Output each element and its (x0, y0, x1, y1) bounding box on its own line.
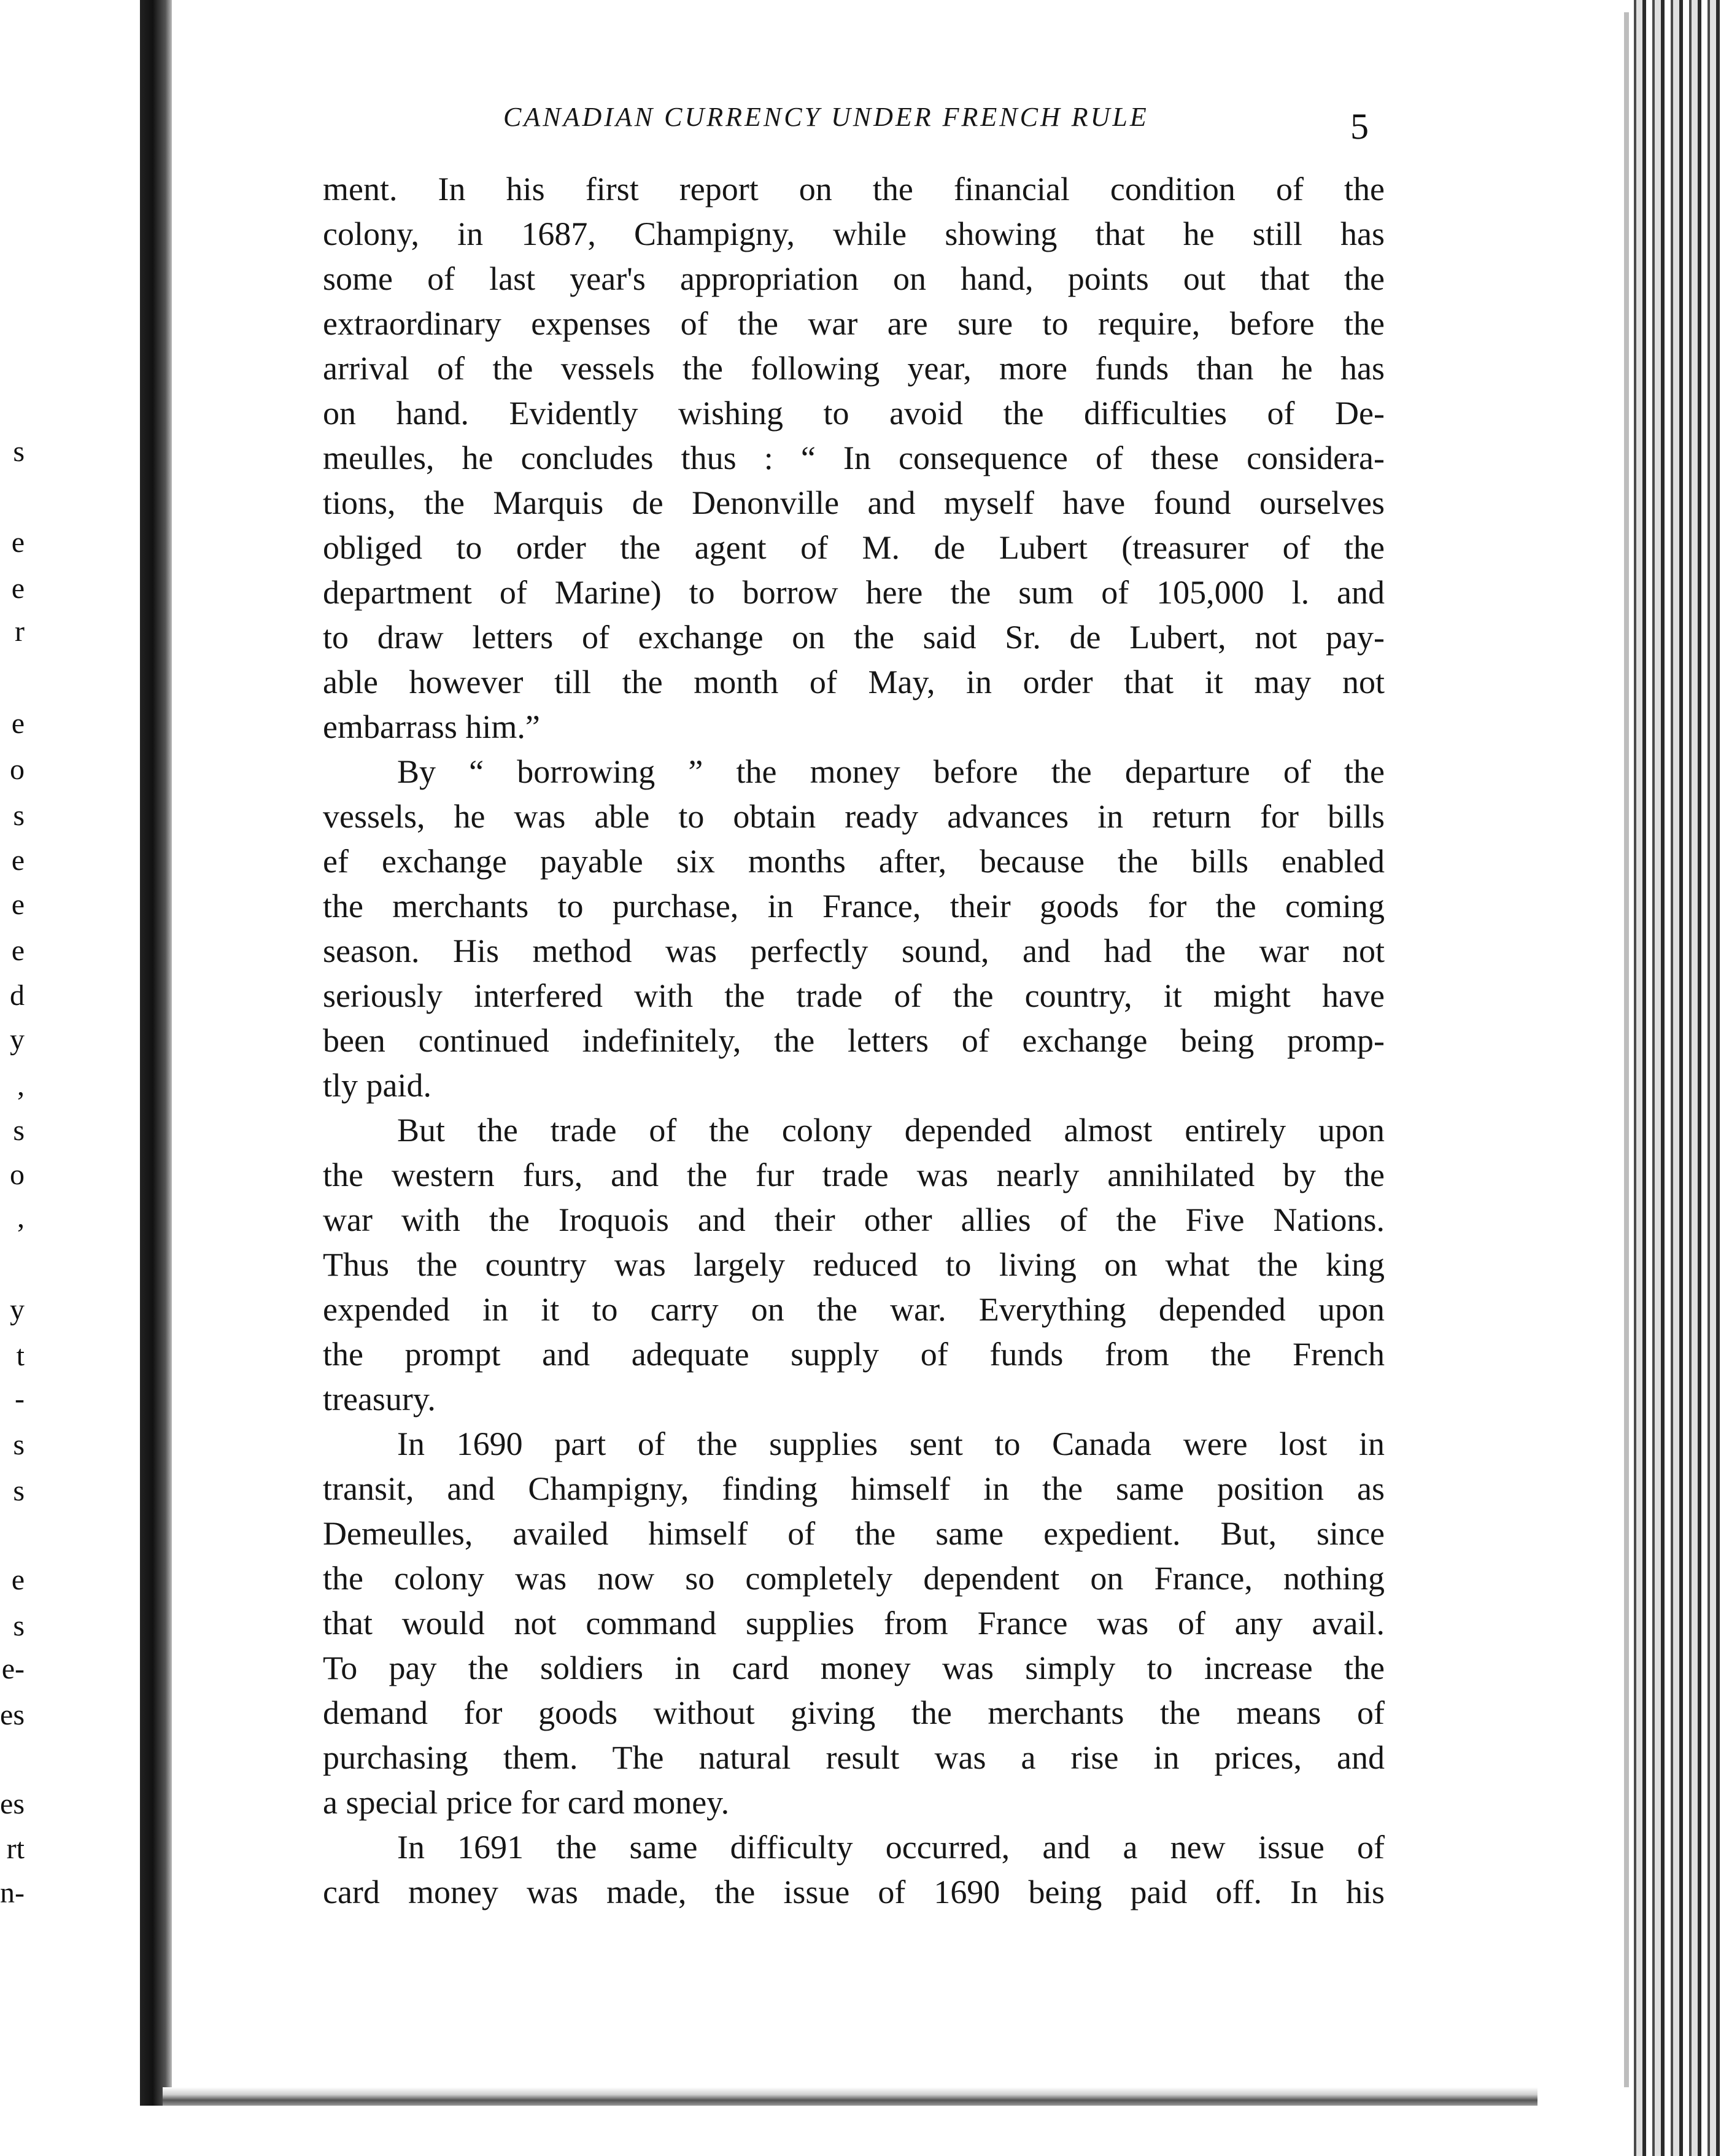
text-line: to draw letters of exchange on the said Sr. de Lubert, not pay- (323, 619, 1385, 656)
text-line: expended in it to carry on the war. Everything depended upon (323, 1291, 1385, 1328)
text-line: ef exchange payable six months after, because the bills enabled (323, 843, 1385, 880)
text-line: Thus the country was largely reduced to living on what the king (323, 1246, 1385, 1283)
text-line: tions, the Marquis de Denonville and myself have found ourselves (323, 484, 1385, 521)
text-line: that would not command supplies from France was of any avail. (323, 1605, 1385, 1642)
text-line: the merchants to purchase, in France, their goods for the coming (323, 888, 1385, 925)
text-line: the western furs, and the fur trade was nearly annihilated by the (323, 1157, 1385, 1193)
text-line: obliged to order the agent of M. de Lubert (treasurer of the (323, 529, 1385, 566)
left-letter: , (17, 1201, 25, 1234)
text-line: ment. In his first report on the financial condition of the (323, 171, 1385, 207)
text-line: department of Marine) to borrow here the sum of 105,000 l. and (323, 574, 1385, 611)
left-letter: e (11, 526, 25, 559)
paragraph-start-line: In 1690 part of the supplies sent to Canada were lost in (397, 1425, 1385, 1462)
page-number: 5 (1350, 106, 1369, 147)
text-line: treasury. (323, 1381, 436, 1417)
text-line: card money was made, the issue of 1690 being paid off. In his (323, 1874, 1385, 1910)
text-line: arrival of the vessels the following year, more funds than he has (323, 350, 1385, 387)
left-letter: o (10, 1158, 25, 1191)
page-stack-shadow (1624, 12, 1629, 2087)
paragraph-start-line: But the trade of the colony depended almost entirely upon (397, 1112, 1385, 1149)
text-line: seriously interfered with the trade of the country, it might have (323, 977, 1385, 1014)
book-gutter (140, 0, 172, 2106)
text-line: extraordinary expenses of the war are sure to require, before the (323, 305, 1385, 342)
left-letter: s (13, 1610, 25, 1642)
left-letter: e (11, 1564, 25, 1596)
left-letter: es (0, 1788, 25, 1820)
left-letter: r (15, 615, 25, 648)
text-line: some of last year's appropriation on hand, points out that the (323, 260, 1385, 297)
left-letter: e (11, 888, 25, 921)
text-line: demand for goods without giving the merchants the means of (323, 1694, 1385, 1731)
text-line: war with the Iroquois and their other allies of the Five Nations. (323, 1201, 1385, 1238)
text-line: been continued indefinitely, the letters of exchange being promp- (323, 1022, 1385, 1059)
left-letter: e (11, 572, 25, 605)
text-line: vessels, he was able to obtain ready advances in return for bills (323, 798, 1385, 835)
text-line: colony, in 1687, Champigny, while showing that he still has (323, 215, 1385, 252)
left-letter: es (0, 1699, 25, 1731)
text-line: on hand. Evidently wishing to avoid the difficulties of De- (323, 395, 1385, 432)
text-line: embarrass him.” (323, 708, 540, 745)
left-margin-letters (0, 0, 25, 2156)
left-letter: y (10, 1023, 25, 1056)
text-line: able however till the month of May, in order that it may not (323, 664, 1385, 700)
text-line: a special price for card money. (323, 1784, 730, 1821)
body-text (323, 167, 1385, 1915)
book-page (184, 0, 1620, 2087)
left-letter: y (10, 1293, 25, 1326)
left-letter: e (11, 934, 25, 967)
page-stack-edge (1628, 0, 1721, 2156)
left-letter: s (13, 799, 25, 832)
left-letter: n- (0, 1877, 25, 1909)
text-line: meulles, he concludes thus : “ In consequence of these considera- (323, 440, 1385, 476)
paragraph-start-line: In 1691 the same difficulty occurred, and a new issue of (397, 1829, 1385, 1866)
page-bottom-edge (163, 2087, 1537, 2106)
text-line: transit, and Champigny, finding himself in the same position as (323, 1470, 1385, 1507)
left-letter: e (11, 844, 25, 877)
left-letter: s (13, 1429, 25, 1461)
running-head: CANADIAN CURRENCY UNDER FRENCH RULE (503, 102, 1149, 132)
left-letter: e (11, 707, 25, 740)
left-facing-page (0, 0, 147, 2156)
left-letter: s (13, 1475, 25, 1507)
left-letter: e- (1, 1653, 25, 1685)
text-line: the prompt and adequate supply of funds from the French (323, 1336, 1385, 1373)
text-line: season. His method was perfectly sound, and had the war not (323, 933, 1385, 969)
paragraph-start-line: By “ borrowing ” the money before the departure of the (397, 753, 1385, 790)
left-letter: o (10, 753, 25, 786)
text-line: purchasing them. The natural result was a rise in prices, and (323, 1739, 1385, 1776)
text-line: tly paid. (323, 1067, 431, 1104)
text-line: the colony was now so completely dependent on France, nothing (323, 1560, 1385, 1597)
left-letter: , (17, 1069, 25, 1102)
left-letter: s (13, 435, 25, 468)
left-letter: s (13, 1114, 25, 1147)
text-line: To pay the soldiers in card money was simply to increase the (323, 1650, 1385, 1686)
left-letter: d (10, 979, 25, 1012)
text-line: Demeulles, availed himself of the same expedient. But, since (323, 1515, 1385, 1552)
left-letter: - (15, 1382, 25, 1415)
left-letter: rt (6, 1832, 25, 1865)
left-letter: t (16, 1340, 25, 1372)
